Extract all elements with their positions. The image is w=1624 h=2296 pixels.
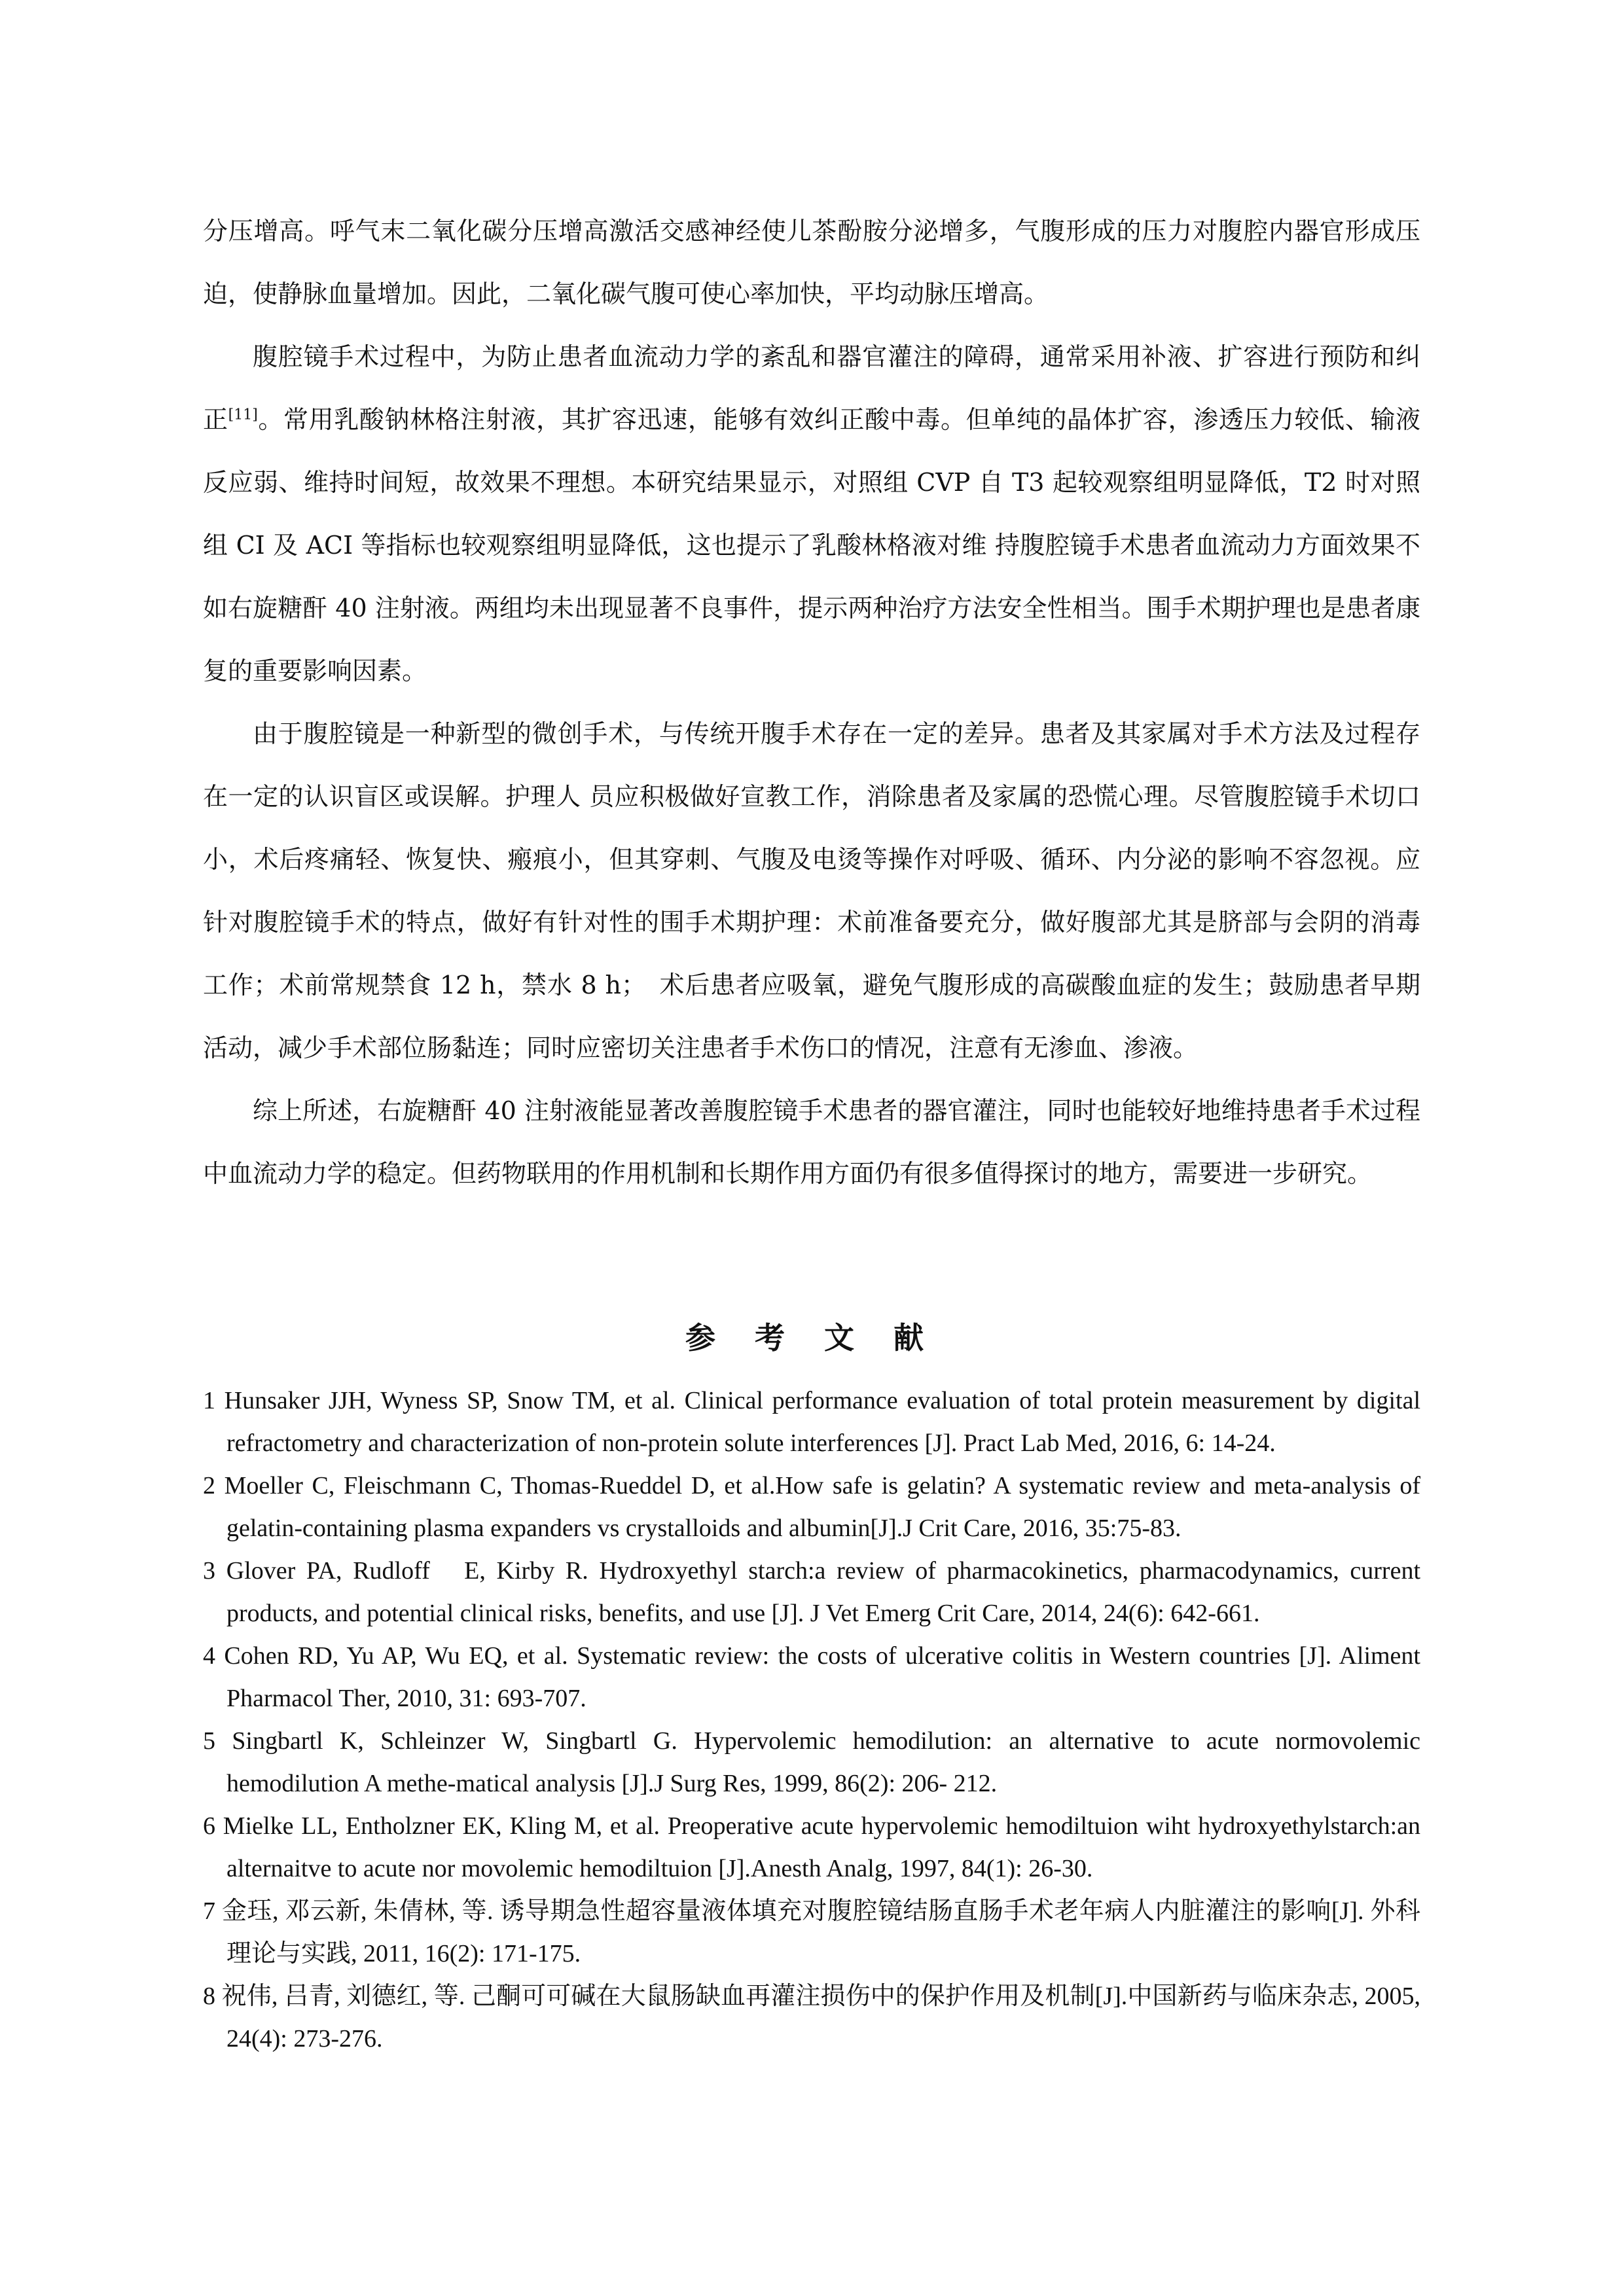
paragraph-4: 综上所述，右旋糖酐 40 注射液能显著改善腹腔镜手术患者的器官灌注，同时也能较好地维持患者手术过程中血流动力学的稳定。但药物联用的作用机制和长期作用方面仍有很多值得探讨的地方，需要进一步研究。 (203, 1096, 1420, 1188)
reference-list (203, 1380, 1420, 2060)
citation-superscript: [11] (228, 406, 258, 423)
paragraph-2-text-b: 。常用乳酸钠林格注射液，其扩容迅速，能够有效纠正酸中毒。但单纯的晶体扩容，渗透压力较低、输液反应弱、维持时间短，故效果不理想。本研究结果显示，对照组 CVP 自 T3 起较观察组明显降低，T2 时对照组 CI 及 ACI 等指标也较观察组明显降低，这也提示了乳酸林格液对维 持腹腔镜手术患者血流动力方面效果不如右旋糖酐 40 注射液。两组均未出现显著不良事件，提示两种治疗方法安全性相当。围手术期护理也是患者康复的重要影响因素。 (203, 405, 1420, 685)
reference-item: 7 金珏, 邓云新, 朱倩林, 等. 诱导期急性超容量液体填充对腹腔镜结肠直肠手术老年病人内脏灌注的影响[J]. 外科理论与实践, 2011, 16(2): 171-175. (203, 1897, 1420, 1967)
paragraph-3: 由于腹腔镜是一种新型的微创手术，与传统开腹手术存在一定的差异。患者及其家属对手术方法及过程存在一定的认识盲区或误解。护理人 员应积极做好宣教工作，消除患者及家属的恐慌心理。尽管腹腔镜手术切口小，术后疼痛轻、恢复快、瘢痕小，但其穿刺、气腹及电烫等操作对呼吸、循环、内分泌的影响不容忽视。应针对腹腔镜手术的特点，做好有针对性的围手术期护理：术前准备要充分，做好腹部尤其是脐部与会阴的消毒工作；术前常规禁食 12 h，禁水 8 h； 术后患者应吸氧，避免气腹形成的高碳酸血症的发生；鼓励患者早期活动，减少手术部位肠黏连；同时应密切关注患者手术伤口的情况，注意有无渗血、渗液。 (203, 719, 1420, 1062)
body-text (203, 200, 1420, 1205)
references-heading: 参 考 文 献 (685, 1320, 939, 1355)
reference-item: 2 Moeller C, Fleischmann C, Thomas-Rueddel D, et al.How safe is gelatin? A systematic review and meta‐analysis of gelatin-containing plasma expanders vs crystalloids and albumin[J].J Crit Care, 2016, 35:75-83. (203, 1472, 1420, 1542)
reference-item: 4 Cohen RD, Yu AP, Wu EQ, et al. Systematic review: the costs of ulcerative colitis in Western countries [J]. Aliment Pharmacol Ther, 2010, 31: 693-707. (203, 1642, 1420, 1712)
paragraph-2 (203, 325, 1420, 702)
paragraph-1: 分压增高。呼气末二氧化碳分压增高激活交感神经使儿茶酚胺分泌增多，气腹形成的压力对腹腔内器官形成压迫，使静脉血量增加。因此，二氧化碳气腹可使心率加快，平均动脉压增高。 (203, 217, 1420, 308)
reference-item: 8 祝伟, 吕青, 刘德红, 等. 己酮可可碱在大鼠肠缺血再灌注损伤中的保护作用及机制[J].中国新药与临床杂志, 2005, 24(4): 273-276. (203, 1982, 1420, 2053)
reference-item: 6 Mielke LL, Entholzner EK, Kling M, et al. Preoperative acute hypervolemic hemodiltuion wiht hydroxyethylstarch:an alternaitve to acute nor movolemic hemodiltuion [J].Anesth Analg, 1997, 84(1): 26-30. (203, 1812, 1420, 1882)
reference-item: 1 Hunsaker JJH, Wyness SP, Snow TM, et al. Clinical performance evaluation of total protein measurement by digital refractometry and characterization of non-protein solute interferences [J]. Pract Lab Med, 2016, 6: 14-24. (203, 1387, 1420, 1457)
reference-item: 5 Singbartl K, Schleinzer W, Singbartl G. Hypervolemic hemodilution: an alternative to acute normovolemic hemodilution A methe-matical analysis [J].J Surg Res, 1999, 86(2): 206- 212. (203, 1727, 1420, 1797)
paragraph-2-text-a: 腹腔镜手术过程中，为防止患者血流动力学的紊乱和器官灌注的障碍，通常采用补液、扩容进行预防和纠正 (203, 342, 1420, 434)
reference-item: 3 Glover PA, Rudloff E, Kirby R. Hydroxyethyl starch:a review of pharmacokinetics, pharmacodynamics, current products, and potential clinical risks, benefits, and use [J]. J Vet Emerg Crit Care, 2014, 24(6): 642-661. (203, 1557, 1420, 1627)
